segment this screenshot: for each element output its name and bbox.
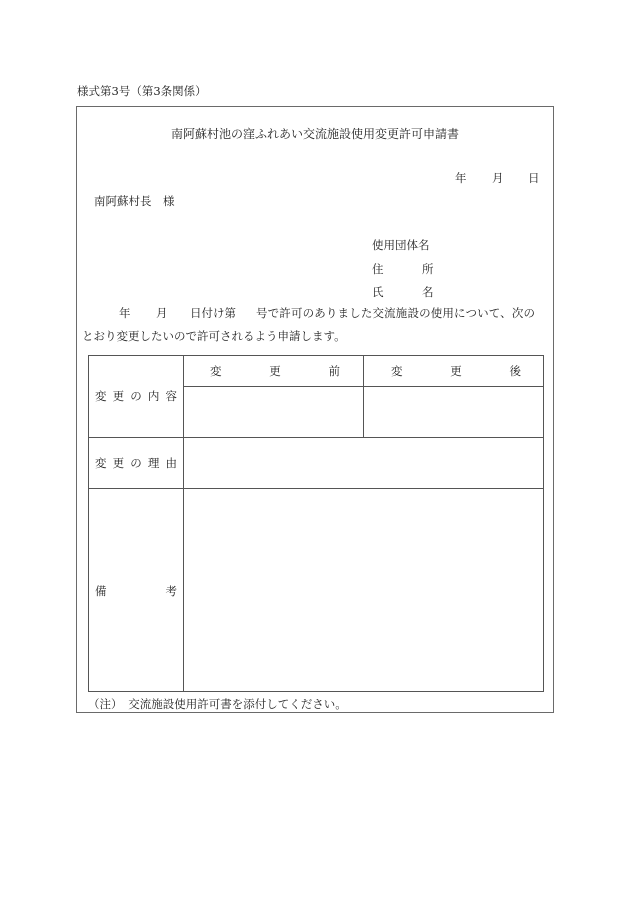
row-label-remarks xyxy=(95,584,177,598)
name-label-1: 氏 xyxy=(372,285,384,299)
date-day-label: 日 xyxy=(528,171,540,185)
date-month-label: 月 xyxy=(492,171,504,185)
header-after xyxy=(391,364,521,378)
header-before-char: 変 xyxy=(210,364,222,378)
address-label-2: 所 xyxy=(422,262,434,276)
addressee: 南阿蘇村長 様 xyxy=(94,194,175,208)
form-number-label: 様式第3号（第3条関係） xyxy=(77,84,207,98)
label-char: 容 xyxy=(165,389,177,403)
body-month: 月 xyxy=(156,306,168,320)
header-after-char: 後 xyxy=(509,364,521,378)
name-label-2: 名 xyxy=(422,285,434,299)
row-label-change-reason xyxy=(95,456,177,470)
label-char: の xyxy=(130,389,142,403)
body-day-number: 日付け第 xyxy=(190,306,236,320)
row-label-change-content xyxy=(95,389,177,403)
header-before-char: 更 xyxy=(269,364,281,378)
change-table xyxy=(88,355,544,692)
label-char: 備 xyxy=(95,584,107,598)
change-before-field[interactable] xyxy=(184,387,362,437)
change-after-field[interactable] xyxy=(364,387,543,437)
label-char: 変 xyxy=(95,456,107,470)
group-name-label: 使用団体名 xyxy=(372,238,430,252)
change-reason-field[interactable] xyxy=(184,438,543,488)
label-char: 更 xyxy=(112,456,125,470)
body-year: 年 xyxy=(119,306,131,320)
body-text-line2: とおり変更したいので許可されるよう申請します。 xyxy=(82,329,346,343)
footnote: （注） 交流施設使用許可書を添付してください。 xyxy=(88,697,347,711)
header-after-char: 変 xyxy=(391,364,403,378)
label-char: 内 xyxy=(147,389,160,403)
date-year-label: 年 xyxy=(455,171,467,185)
header-after-char: 更 xyxy=(450,364,462,378)
label-char: の xyxy=(130,456,142,470)
label-char: 由 xyxy=(165,456,177,470)
header-before xyxy=(210,364,340,378)
label-char: 変 xyxy=(95,389,107,403)
label-char: 理 xyxy=(147,456,160,470)
document-title: 南阿蘇村池の窪ふれあい交流施設使用変更許可申請書 xyxy=(170,127,459,141)
address-label-1: 住 xyxy=(372,262,384,276)
label-char: 更 xyxy=(112,389,125,403)
label-char: 考 xyxy=(165,584,177,598)
remarks-field[interactable] xyxy=(184,489,543,691)
body-text-line1: 号で許可のありました交流施設の使用について、次の xyxy=(256,306,536,320)
header-before-char: 前 xyxy=(328,364,340,378)
